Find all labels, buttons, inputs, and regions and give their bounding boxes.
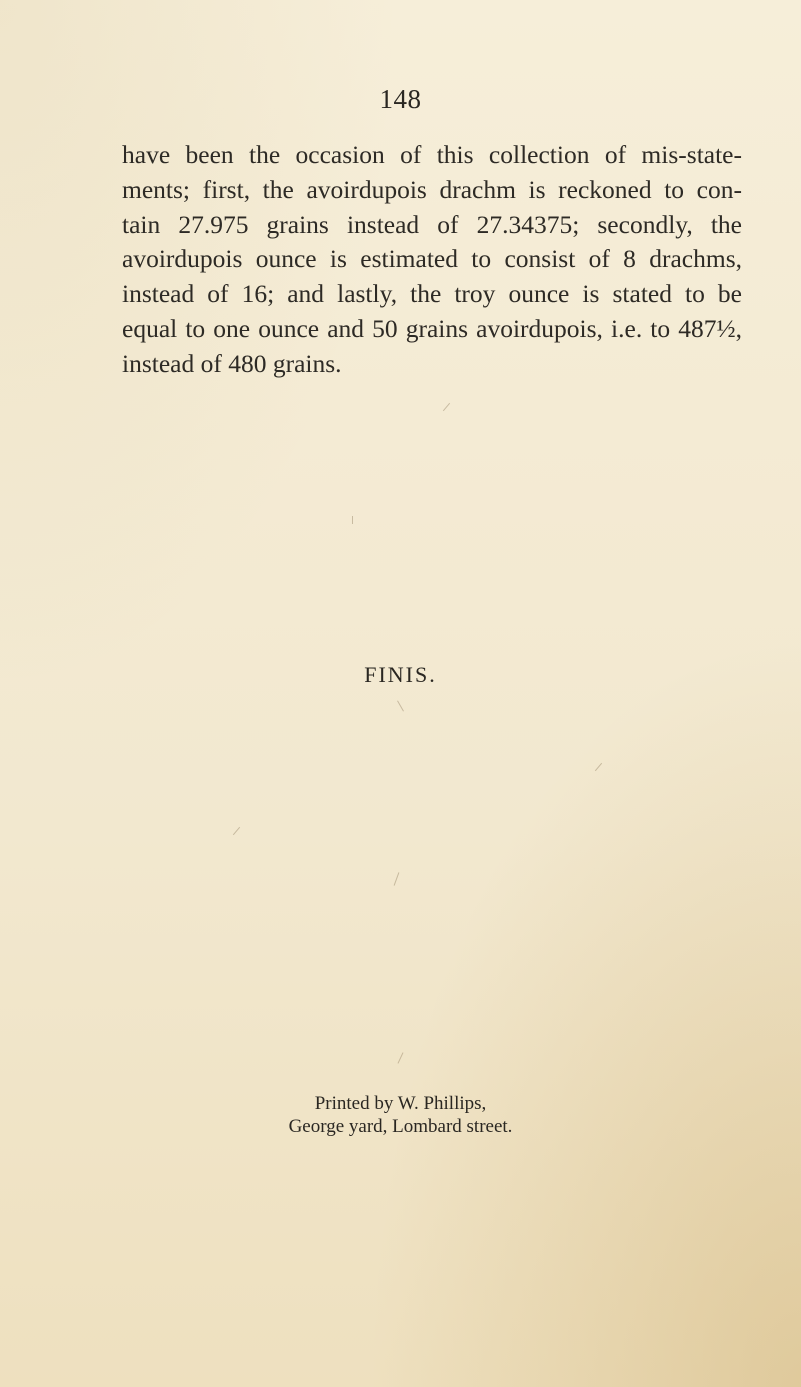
text-line: tain 27.975 grains instead of 27.34375; secondly, the: [122, 209, 742, 239]
paper-speck: [352, 516, 353, 524]
finis-heading: FINIS.: [364, 662, 437, 687]
imprint-line: George yard, Lombard street.: [288, 1116, 513, 1137]
imprint-line: Printed by W. Phillips,: [314, 1093, 487, 1114]
text-line: instead of 480 grains.: [122, 348, 342, 378]
printer-imprint: [0, 1092, 801, 1138]
paper-speck: [595, 763, 602, 771]
paper-speck: [394, 872, 400, 885]
paper-speck: [397, 701, 404, 712]
text-line: have been the occasion of this collection of mis-state-: [122, 140, 742, 169]
body-paragraph: [122, 138, 742, 382]
text-line: ments; first, the avoirdupois drachm is reckoned to con-: [122, 174, 742, 204]
text-line: avoirdupois ounce is estimated to consist of 8 drachms,: [122, 244, 742, 274]
text-line: instead of 16; and lastly, the troy ounce is stated to be: [122, 279, 742, 309]
paper-speck: [398, 1052, 404, 1063]
page-number: 148: [379, 84, 422, 114]
paper-speck: [443, 403, 450, 411]
paper-speck: [233, 827, 240, 835]
text-line: equal to one ounce and 50 grains avoirdupois, i.e. to 487½,: [122, 313, 742, 343]
